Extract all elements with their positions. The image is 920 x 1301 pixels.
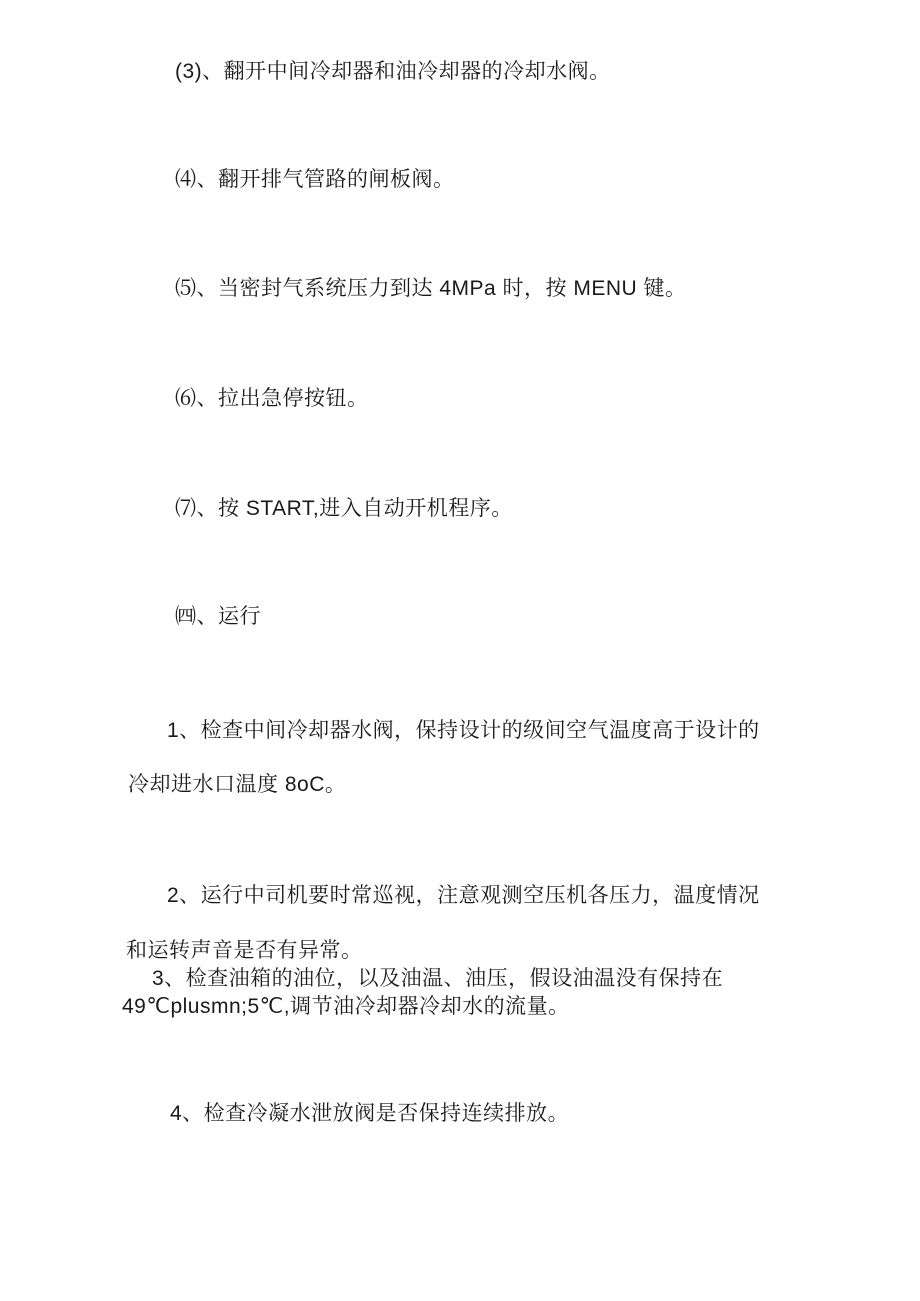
run-item-1-line-1: 1、检查中间冷却器水阀，保持设计的级间空气温度高于设计的: [167, 719, 760, 742]
startup-step-6: ⑹、拉出急停按钮。: [175, 387, 369, 410]
startup-step-3: (3)、翻开中间冷却器和油冷却器的冷却水阀。: [175, 60, 611, 83]
startup-step-4: ⑷、翻开排气管路的闸板阀。: [175, 168, 455, 191]
run-item-3-line-1: 3、检查油箱的油位，以及油温、油压，假设油温没有保持在: [152, 967, 724, 990]
run-item-2-line-1: 2、运行中司机要时常巡视，注意观测空压机各压力，温度情况: [167, 884, 760, 907]
run-item-4: 4、检查冷凝水泄放阀是否保持连续排放。: [170, 1102, 570, 1125]
run-item-1-line-2: 冷却进水口温度 8oC。: [128, 773, 347, 796]
startup-step-7: ⑺、按 START,进入自动开机程序。: [175, 497, 513, 520]
run-item-3-line-2: 49℃plusmn;5℃,调节油冷却器冷却水的流量。: [122, 995, 570, 1018]
section-heading-run: ㈣、运行: [175, 605, 261, 628]
run-item-2-line-2: 和运转声音是否有异常。: [126, 939, 363, 962]
startup-step-5: ⑸、当密封气系统压力到达 4MPa 时，按 MENU 键。: [175, 277, 687, 300]
